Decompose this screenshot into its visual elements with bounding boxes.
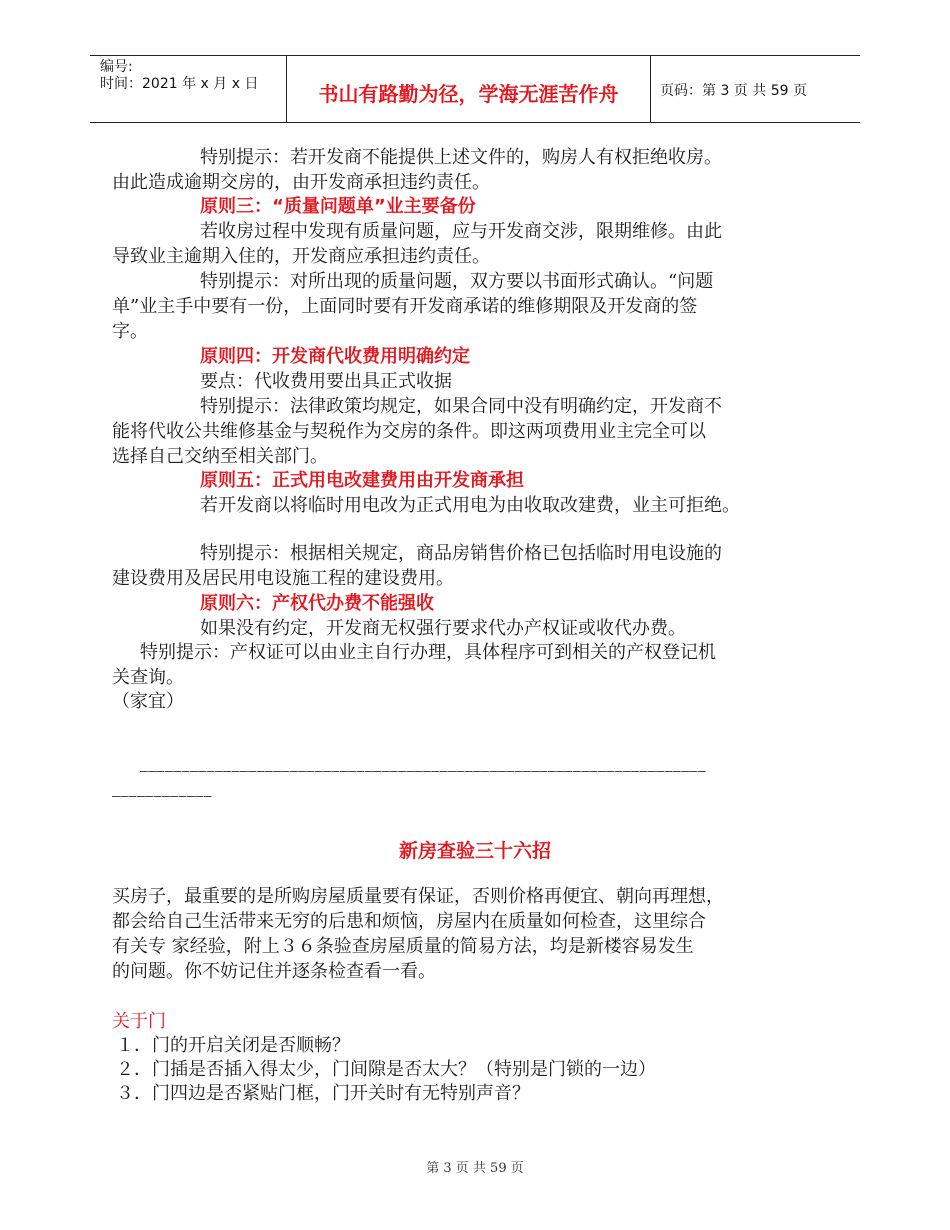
section-heading: 原则五：正式用电改建费用由开发商承担: [200, 470, 524, 491]
paragraph-line: 字。: [112, 321, 148, 342]
section-heading: 原则六：产权代办费不能强收: [200, 593, 434, 614]
header-time-label: 时间：2021 年 x 月 x 日: [100, 76, 259, 92]
paragraph-line: 选择自己交纳至相关部门。: [112, 446, 328, 467]
paragraph-line: 若开发商以将临时用电改为正式用电为由收取改建费，业主可拒绝。: [200, 495, 740, 516]
paragraph-line: 由此造成逾期交房的，由开发商承担违约责任。: [112, 172, 490, 193]
list-item: ３．门四边是否紧贴门框，门开关时有无特别声音？: [116, 1083, 530, 1104]
paragraph-line: 要点：代收费用要出具正式收据: [200, 371, 452, 392]
header-motto: 书山有路勤为径，学海无涯苦作舟: [318, 82, 619, 106]
paragraph-line: 特别提示：根据相关规定，商品房销售价格已包括临时用电设施的: [200, 543, 722, 564]
paragraph-line: 特别提示：产权证可以由业主自行办理，具体程序可到相关的产权登记机: [140, 642, 716, 663]
separator-line: ————————————————————————————————————————————————————————————————————: [140, 764, 707, 779]
paragraph-line: 特别提示：若开发商不能提供上述文件的，购房人有权拒绝收房。: [200, 147, 722, 168]
paragraph-line: 建设费用及居民用电设施工程的建设费用。: [112, 568, 454, 589]
header-divider: [650, 56, 651, 122]
paragraph-line: 若收房过程中发现有质量问题，应与开发商交涉，限期维修。由此: [200, 221, 722, 242]
section-heading: 原则四：开发商代收费用明确约定: [200, 346, 470, 367]
header-page-info: 页码：第 3 页 共 59 页: [660, 83, 807, 99]
paragraph-line: 特别提示：法律政策均规定，如果合同中没有明确约定，开发商不: [200, 396, 722, 417]
article-title: 新房查验三十六招: [398, 840, 551, 862]
header-meta: [100, 59, 258, 93]
paragraph-line: 关查询。: [112, 667, 184, 688]
paragraph-line: 特别提示：对所出现的质量问题，双方要以书面形式确认。“问题: [200, 271, 714, 292]
paragraph-line: 都会给自己生活带来无穷的后患和烦恼，房屋内在质量如何检查，这里综合: [112, 911, 706, 932]
source-note: （家宜）: [112, 691, 184, 712]
paragraph-line: 的问题。你不妨记住并逐条检查看一看。: [112, 961, 436, 982]
paragraph-line: 买房子，最重要的是所购房屋质量要有保证，否则价格再便宜、朝向再理想，: [112, 886, 724, 907]
header-number-label: 编号:: [100, 59, 133, 75]
paragraph-line: 有关专 家经验，附上３６条验查房屋质量的简易方法，均是新楼容易发生: [112, 936, 694, 957]
section-heading: 原则三：“质量问题单”业主要备份: [200, 196, 476, 217]
page-footer: 第 3 页 共 59 页: [426, 1161, 524, 1176]
list-item: ２．门插是否插入得太少，门间隙是否太大？（特别是门锁的一边）: [116, 1059, 656, 1080]
separator-line: ————————————: [112, 789, 212, 804]
paragraph-line: 能将代收公共维修基金与契税作为交房的条件。即这两项费用业主完全可以: [112, 421, 706, 442]
list-item: １．门的开启关闭是否顺畅？: [116, 1035, 350, 1056]
section-label-door: 关于门: [112, 1011, 166, 1032]
page-header: [90, 55, 860, 123]
paragraph-line: 导致业主逾期入住的，开发商应承担违约责任。: [112, 246, 490, 267]
paragraph-line: 单”业主手中要有一份，上面同时要有开发商承诺的维修期限及开发商的签: [112, 296, 698, 317]
paragraph-line: 如果没有约定，开发商无权强行要求代办产权证或收代办费。: [200, 618, 686, 639]
